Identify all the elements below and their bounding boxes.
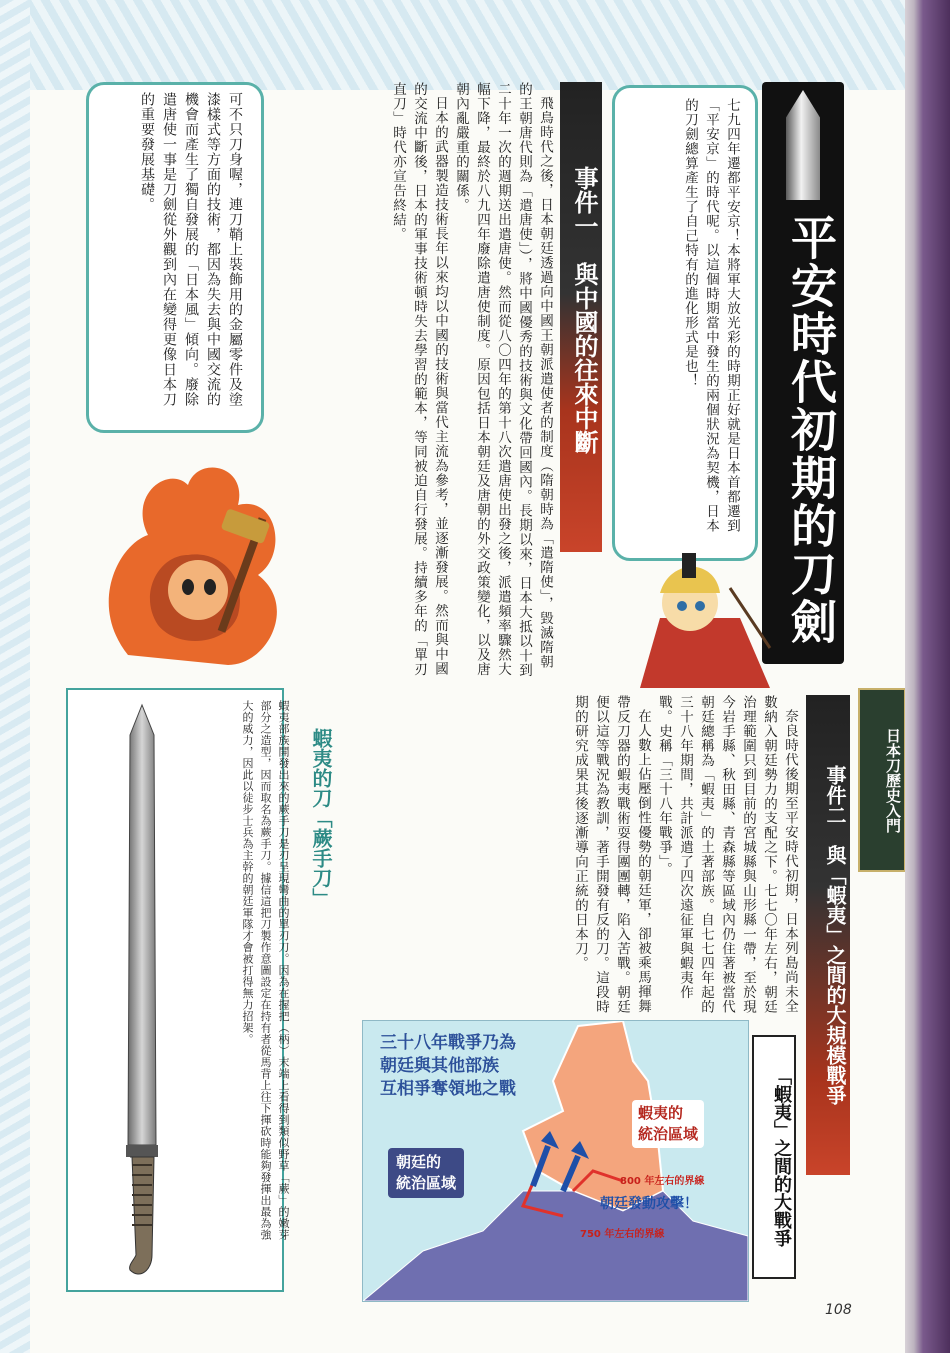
speech-bubble-text: 可不只刀身喔，連刀鞘上裝飾用的金屬零件及塗漆樣式等方面的技術，都因為失去與中國交流的機會而產生了獨自發展的「日本風」傾向。廢除遣唐使一事是刀劍從外觀到內在變得更像日本刀的重要發展基礎。 — [139, 92, 243, 407]
map-caption-line: 互相爭奪領地之戰 — [380, 1079, 516, 1099]
emishi-label-line: 蝦夷的 — [638, 1104, 684, 1122]
event2-paragraph-1: 奈良時代後期至平安時代初期，日本列島尚未全數納入朝廷勢力的支配之下。七七〇年左右，朝廷治理範圍只到目前的宮城縣與山形縣一帶，至於現今岩手縣、秋田縣、青森縣等區域內仍住著被當代朝廷總稱為「蝦夷」的土著部族。自七七四年起的三十八年期間，共計派遣了四次遠征軍與蝦夷作戰。史稱「三十八年戰爭」。 — [656, 695, 798, 1014]
intro-text: 七九四年遷都平安京！本將軍大放光彩的時期正好就是日本首都遷到「平安京」的時代呢。以這個時期當中發生的兩個狀況為契機，日本的刀劍總算產生了自己特有的進化形式是也！ — [682, 98, 740, 533]
court-territory-label — [388, 1148, 464, 1198]
event2-body — [450, 695, 800, 1025]
heian-warrior-mascot-illustration — [620, 548, 780, 688]
border-750-label: 750 年左右的界線 — [580, 1229, 665, 1240]
left-pattern — [0, 0, 30, 1353]
page-number: 108 — [825, 1302, 852, 1318]
event2-paragraph-2: 在人數上佔壓倒性優勢的朝廷軍，卻被乘馬揮舞帶反刀器的蝦夷戰術耍得團團轉，陷入苦戰。朝廷便以這等戰況為教訓，著手開發有反的刀。這段時期的研究成果其後逐漸導向正統的日本刀。 — [572, 695, 651, 1014]
warabite-sword-title: 蝦夷的刀「蕨手刀」 — [309, 728, 333, 908]
emishi-territory-label — [632, 1100, 704, 1148]
top-pattern — [0, 0, 905, 90]
map-caption-line: 朝廷與其他部族 — [380, 1056, 499, 1076]
great-war-label: 「蝦夷」之間的大戰爭 — [752, 1035, 796, 1279]
court-attack-label: 朝廷發動攻擊！ — [600, 1196, 698, 1212]
section-tab: 日本刀歷史入門 — [858, 688, 906, 872]
page-title: 平安時代初期的刀劍 — [784, 214, 838, 646]
border-800-label: 800 年左右的界線 — [620, 1176, 705, 1187]
blade-icon — [786, 90, 820, 200]
event1-heading: 事件一 與中國的往來中斷 — [570, 166, 599, 454]
fire-spirit-mascot-illustration — [88, 455, 308, 685]
event2-heading: 事件二 與「蝦夷」之間的大規模戰爭 — [823, 765, 847, 1105]
emishi-label-line: 統治區域 — [638, 1125, 699, 1143]
event1-body — [335, 82, 555, 682]
event1-paragraph-2: 日本的武器製造技術長年以來均以中國的技術與當代主流為參考，並逐漸發展。然而與中國的交流中斷後，日本的軍事技術頓時失去學習的範本，等同被迫自行發展。持續多年的「單刃直刀」時代亦宣告終結。 — [390, 82, 448, 677]
warabite-sword-text: 蝦夷部族開發出來的蕨手刀是刃呈現彎曲的單刃刀。因為在握把（柄）末端上看得到類似野草「蕨」的嫩芽部分之造型，因而取名為蕨手刀。據信這把刀製作意圖設定在持有者從馬背上往下揮砍時能夠發揮出最為強大的威力，因此以徒步士兵為主幹的朝廷軍隊才會被打得無力招架。 — [241, 700, 290, 1241]
event1-paragraph-1: 飛鳥時代之後，日本朝廷透過向中國王朝派遣使者的制度（隋朝時為「遣隋使」，毀滅隋朝的王朝唐代則為「遣唐使」），將中國優秀的技術與文化帶回國內。長期以來，日本大抵以十到二十年一次的週期送出遣唐使。然而從八〇四年的第十八次遣唐使出發之後，派遣頻率驟然大幅下降，最終於八九四年廢除遣唐使制度。原因包括日本朝廷及唐朝的外交政策變化，以及唐朝內亂嚴重的關係。 — [453, 82, 553, 678]
court-label-line: 朝廷的 — [396, 1153, 442, 1171]
page-edge — [905, 0, 950, 1353]
court-label-line: 統治區域 — [396, 1174, 457, 1192]
map-caption — [380, 1032, 516, 1101]
map-caption-line: 三十八年戰爭乃為 — [380, 1033, 516, 1053]
